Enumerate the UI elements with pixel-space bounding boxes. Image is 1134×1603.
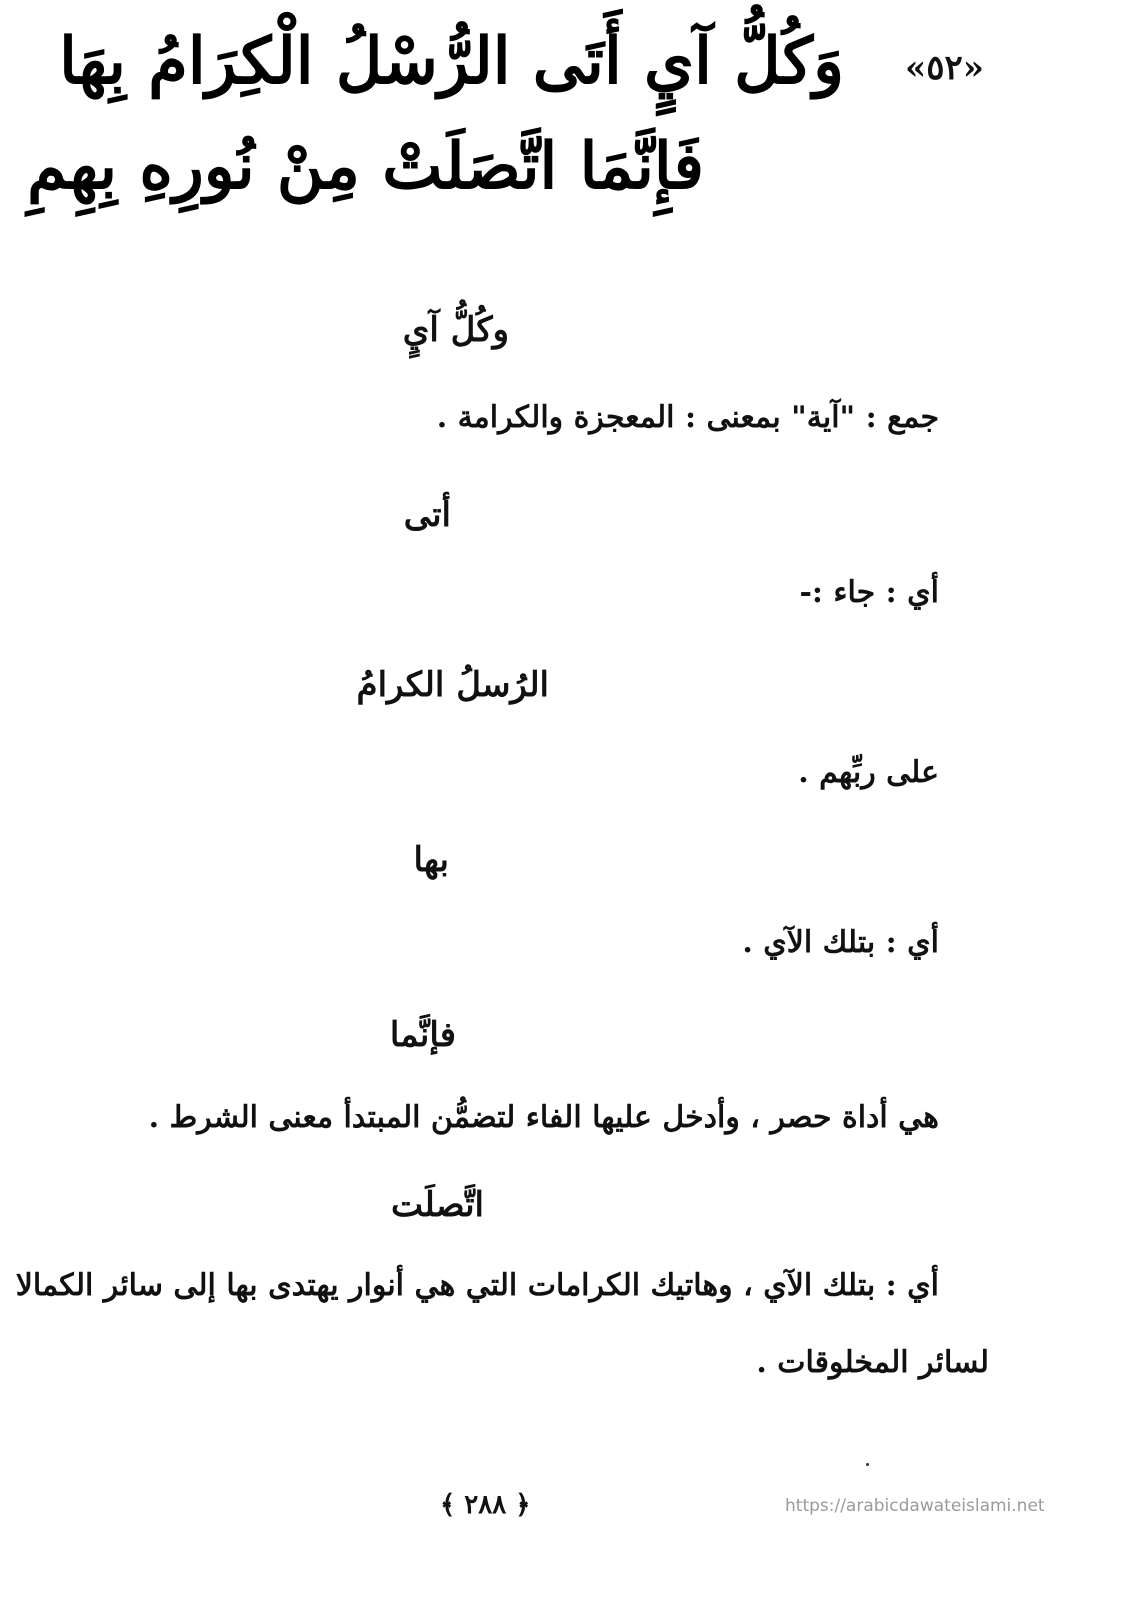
headword-2: أتى bbox=[403, 495, 451, 535]
page-number: ﴿ ٢٨٨ ﴾ bbox=[440, 1490, 531, 1520]
gloss-4: أي : بتلك الآي . bbox=[742, 925, 939, 960]
headword-4: بها bbox=[413, 840, 449, 880]
verse-line-2: فَإِنَّمَا اتَّصَلَتْ مِنْ نُورِهِ بِهِمِ bbox=[27, 129, 704, 204]
verse-number: «٥٢» bbox=[905, 48, 985, 88]
gloss-6-continued: لسائر المخلوقات . bbox=[756, 1345, 989, 1380]
headword-6: اتَّصلَت bbox=[390, 1185, 484, 1225]
headword-3: الرُسلُ الكرامُ bbox=[356, 665, 549, 705]
headword-1: وكُلُّ آيٍ bbox=[402, 310, 509, 350]
stray-dot bbox=[866, 1463, 869, 1466]
gloss-3: على ربِّهم . bbox=[798, 755, 939, 790]
gloss-6: أي : بتلك الآي ، وهاتيك الكرامات التي هي أنوار يهتدى بها إلى سائر الكمالا bbox=[15, 1268, 939, 1303]
gloss-5: هي أداة حصر ، وأدخل عليها الفاء لتضمُّن المبتدأ معنى الشرط . bbox=[148, 1100, 939, 1135]
verse-line-1: وَكُلُّ آيٍ أَتَى الرُّسْلُ الْكِرَامُ بِهَا bbox=[59, 24, 844, 99]
gloss-1: جمع : "آية" بمعنى : المعجزة والكرامة . bbox=[436, 400, 939, 435]
watermark-url[interactable]: https://arabicdawateislami.net bbox=[785, 1496, 1045, 1516]
gloss-2: أي : جاء :- bbox=[799, 575, 939, 610]
headword-5: فإنَّما bbox=[389, 1015, 456, 1055]
